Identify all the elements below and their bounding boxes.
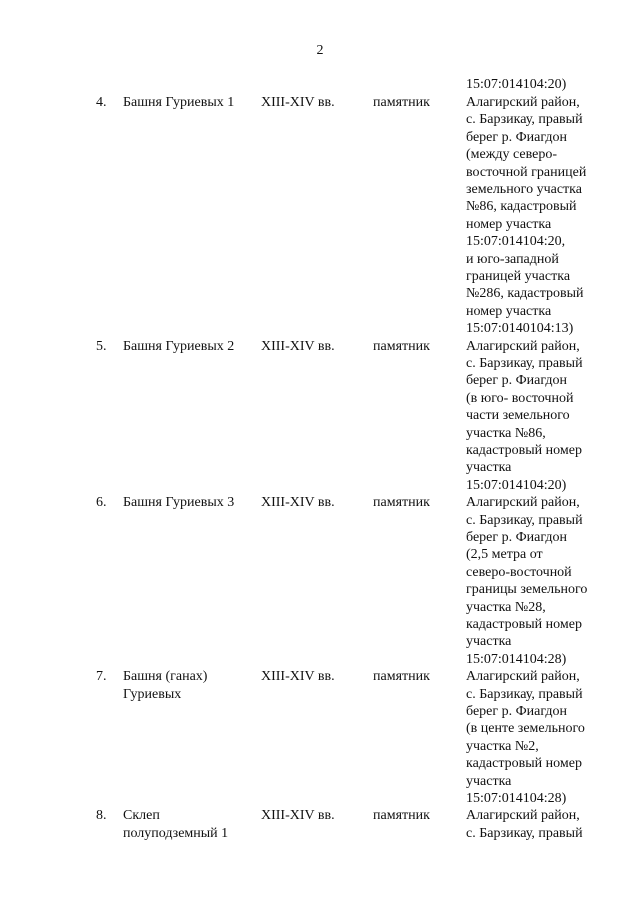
text-line: границы земельного bbox=[466, 582, 588, 598]
monument-period: XIII-XIV вв. bbox=[261, 338, 335, 354]
row-number: 4. bbox=[96, 95, 107, 110]
text-line: 15:07:014104:28) bbox=[466, 651, 567, 667]
text-line: Башня Гуриевых 2 bbox=[123, 338, 235, 354]
text-line: участка №2, bbox=[466, 738, 539, 754]
monument-location bbox=[466, 94, 626, 338]
monument-location bbox=[466, 807, 626, 842]
monument-period: XIII-XIV вв. bbox=[261, 95, 335, 110]
monument-category: памятник bbox=[373, 495, 430, 511]
text-line: кадастровый номер bbox=[466, 756, 582, 772]
page-number: 2 bbox=[316, 43, 324, 58]
row-number: 5. bbox=[96, 338, 107, 354]
text-line: (в центе земельного bbox=[466, 721, 585, 737]
text-line: Гуриевых bbox=[123, 686, 182, 702]
monument-name bbox=[123, 807, 251, 842]
text-line: участка №28, bbox=[466, 599, 546, 615]
text-line: границей участка bbox=[466, 269, 571, 285]
text-line: (2,5 метра от bbox=[466, 547, 543, 563]
text-line: берег р. Фиагдон bbox=[466, 704, 568, 719]
text-line: кадастровый номер bbox=[466, 443, 582, 459]
text-line: Алагирский район, bbox=[466, 669, 580, 685]
monument-category: памятник bbox=[373, 338, 430, 354]
text-line: берег р. Фиагдон bbox=[466, 373, 568, 389]
text-line: (между северо- bbox=[466, 147, 558, 163]
text-line: 15:07:014104:28) bbox=[466, 791, 567, 807]
text-line: №286, кадастровый bbox=[466, 286, 584, 302]
text-line: Алагирский район, bbox=[466, 338, 580, 354]
monument-category: памятник bbox=[373, 808, 430, 824]
text-line: участка bbox=[466, 773, 512, 789]
text-line: северо-восточной bbox=[466, 564, 572, 580]
monument-period: XIII-XIV вв. bbox=[261, 495, 335, 511]
continued-location-text: 15:07:014104:20) bbox=[466, 77, 567, 92]
row-number: 6. bbox=[96, 495, 107, 511]
text-line: Башня Гуриевых 3 bbox=[123, 495, 235, 511]
text-line: номер участка bbox=[466, 303, 552, 319]
text-line: и юго-западной bbox=[466, 251, 559, 267]
text-line: Алагирский район, bbox=[466, 808, 580, 824]
monument-category: памятник bbox=[373, 95, 430, 110]
text-line: (в юго- восточной bbox=[466, 390, 574, 406]
text-line: земельного участка bbox=[466, 182, 582, 198]
text-line: кадастровый номер bbox=[466, 617, 582, 633]
text-line: №86, кадастровый bbox=[466, 199, 577, 215]
text-line: Склеп bbox=[123, 808, 160, 824]
text-line: номер участка bbox=[466, 216, 552, 232]
monument-name bbox=[123, 668, 251, 703]
monument-name bbox=[123, 494, 251, 511]
monument-period: XIII-XIV вв. bbox=[261, 808, 335, 824]
text-line: 15:07:014104:20) bbox=[466, 477, 567, 493]
monument-name bbox=[123, 338, 251, 355]
row-number: 7. bbox=[96, 669, 107, 685]
text-line: восточной границей bbox=[466, 164, 587, 180]
text-line: с. Барзикау, правый bbox=[466, 512, 583, 528]
text-line: с. Барзикау, правый bbox=[466, 112, 583, 128]
text-line: Алагирский район, bbox=[466, 95, 580, 110]
text-line: Башня (ганах) bbox=[123, 669, 208, 685]
monument-location bbox=[466, 668, 626, 807]
text-line: участка bbox=[466, 634, 512, 650]
text-line: Башня Гуриевых 1 bbox=[123, 95, 235, 110]
monument-location bbox=[466, 338, 626, 495]
text-line: участка bbox=[466, 460, 512, 476]
text-line: с. Барзикау, правый bbox=[466, 356, 583, 371]
row-number: 8. bbox=[96, 808, 107, 824]
text-line: Алагирский район, bbox=[466, 495, 580, 511]
monument-name bbox=[123, 94, 251, 111]
text-line: полуподземный 1 bbox=[123, 825, 229, 841]
text-line: с. Барзикау, правый bbox=[466, 686, 583, 702]
monument-location bbox=[466, 494, 626, 668]
monument-category: памятник bbox=[373, 669, 430, 685]
text-line: берег р. Фиагдон bbox=[466, 530, 568, 545]
text-line: участка №86, bbox=[466, 425, 546, 441]
text-line: 15:07:0140104:13) bbox=[466, 321, 574, 337]
monument-period: XIII-XIV вв. bbox=[261, 669, 335, 685]
text-line: части земельного bbox=[466, 408, 570, 424]
text-line: берег р. Фиагдон bbox=[466, 129, 568, 145]
text-line: 15:07:014104:20, bbox=[466, 234, 566, 250]
text-line: с. Барзикау, правый bbox=[466, 825, 583, 841]
